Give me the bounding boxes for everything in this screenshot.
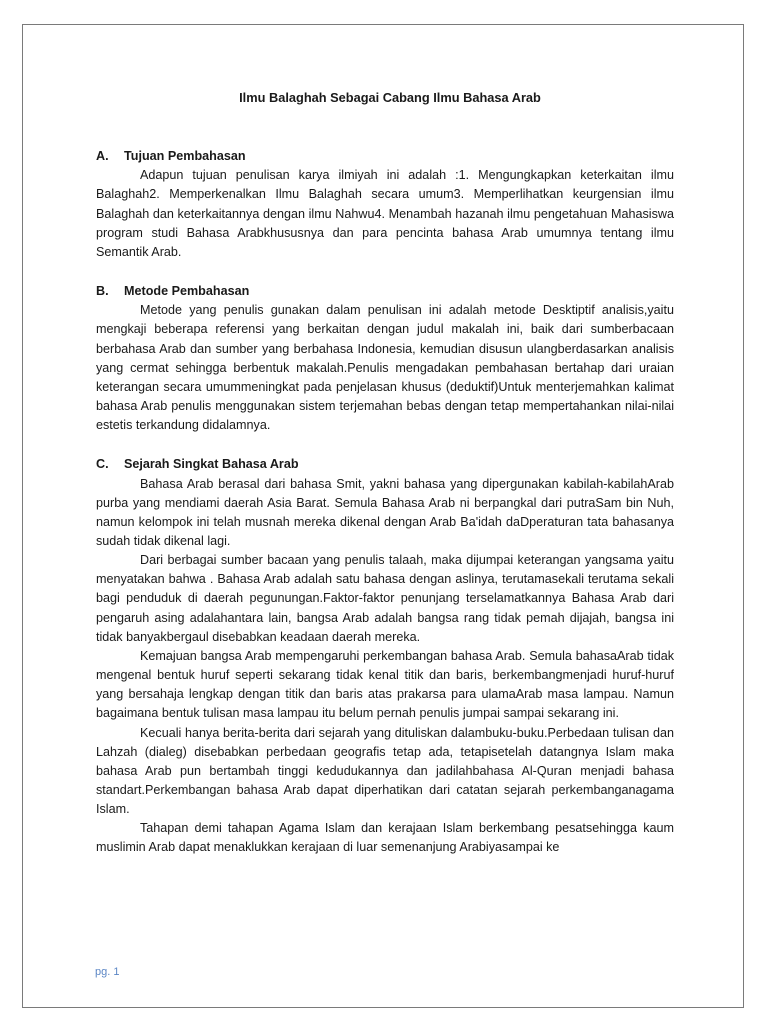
section-heading <box>96 455 674 474</box>
section-letter: C. <box>96 457 109 472</box>
paragraph: Dari berbagai sumber bacaan yang penulis talaah, maka dijumpai keterangan yangsama yaitu menyatakan bahwa . Bahasa Arab adalah satu bahasa dengan aslinya, terutamasekali terutama sekali bagi penduduk di daerah pegunungan.Faktor-faktor penunjang terselamatkannya Bahasa Arab dari pengaruh asing adalahantara lain, bangsa Arab adalah bangsa rang tidak pemah dijajah, bangsa ini tidak banyakbergaul disebabkan keadaan daerah mereka. <box>96 553 674 644</box>
section-letter: B. <box>96 284 109 299</box>
section-tujuan <box>96 147 674 262</box>
paragraph: Kemajuan bangsa Arab mempengaruhi perkembangan bahasa Arab. Semula bahasaArab tidak mengenal bentuk huruf seperti sekarang tidak kenal titik dan baris, berkembangmenjadi huruf-huruf yang bersahaja lengkap dengan titik dan baris atas prakarsa para ulamaArab masa lampau. Namun bagaimana bentuk tulisan masa lampau itu belum pernah penulis jumpai sampai sekarang ini. <box>96 648 674 721</box>
section-title: Metode Pembahasan <box>124 284 250 299</box>
section-heading <box>96 282 674 301</box>
section-heading <box>96 147 674 166</box>
section-metode <box>96 282 674 435</box>
section-letter: A. <box>96 149 109 164</box>
paragraph: Kecuali hanya berita-berita dari sejarah yang dituliskan dalambuku-buku.Perbedaan tulisan dan Lahzah (dialeg) disebabkan perbedaan geografis tetap ada, tetapisetelah datangnya Islam maka bahasa Arab pun bertambah tinggi kedudukannya dan jadilahbahasa Al-Quran menjadi bahasa standart.Perkembangan bahasa Arab dapat diperhatikan dari catatan sejarah perkembanganagama Islam. <box>96 725 674 817</box>
paragraph: Bahasa Arab berasal dari bahasa Smit, yakni bahasa yang dipergunakan kabilah-kabilahArab purba yang mendiami daerah Asia Barat. Semula Bahasa Arab ni berpangkal dari putraSam bin Nuh, namun kelompok ini telah musnah mereka dikenal dengan Arab Ba'idah daDperaturan tata bahasanya sudah tidak dikenal lagi. <box>96 476 674 548</box>
section-title: Tujuan Pembahasan <box>124 149 246 164</box>
page-number: pg. 1 <box>95 966 120 978</box>
paragraph: Adapun tujuan penulisan karya ilmiyah ini adalah :1. Mengungkapkan keterkaitan ilmu Balaghah2. Memperkenalkan Ilmu Balaghah secara umum3. Memperlihatkan keurgensian ilmu Balaghah dan keterkaitannya dengan ilmu Nahwu4. Menambah hazanah ilmu pengetahuan Mahasiswa program studi Bahasa Arabkhususnya dan para pencinta bahasa Arab umumnya tentang ilmu Semantik Arab. <box>96 168 674 259</box>
document-title: Ilmu Balaghah Sebagai Cabang Ilmu Bahasa Arab <box>239 90 541 105</box>
section-sejarah <box>96 455 674 857</box>
paragraph: Tahapan demi tahapan Agama Islam dan kerajaan Islam berkembang pesatsehingga kaum muslimin Arab dapat menaklukkan kerajaan di luar semenanjung Arabiyasampai ke <box>96 821 674 855</box>
document-body <box>96 88 674 878</box>
paragraph: Metode yang penulis gunakan dalam penulisan ini adalah metode Desktiptif analisis,yaitu mengkaji beberapa referensi yang berkaitan dengan judul makalah ini, baik dari sumberbacaan berbahasa Arab dan sumber yang berbahasa Indonesia, kemudian disusun ulangberdasarkan analisis yang cermat sehingga berbentuk makalah.Penulis mengadakan pembahasan bertahap dari uraian keterangan secara umummeningkat pada penjelasan khusus (deduktif)Untuk menterjemahkan kalimat bahasa Arab penulis menggunakan sistem terjemahan bebas dengan tetap mempertahankan nilai-nilai estetis terkandung didalamnya. <box>96 303 674 433</box>
section-title: Sejarah Singkat Bahasa Arab <box>124 457 299 472</box>
